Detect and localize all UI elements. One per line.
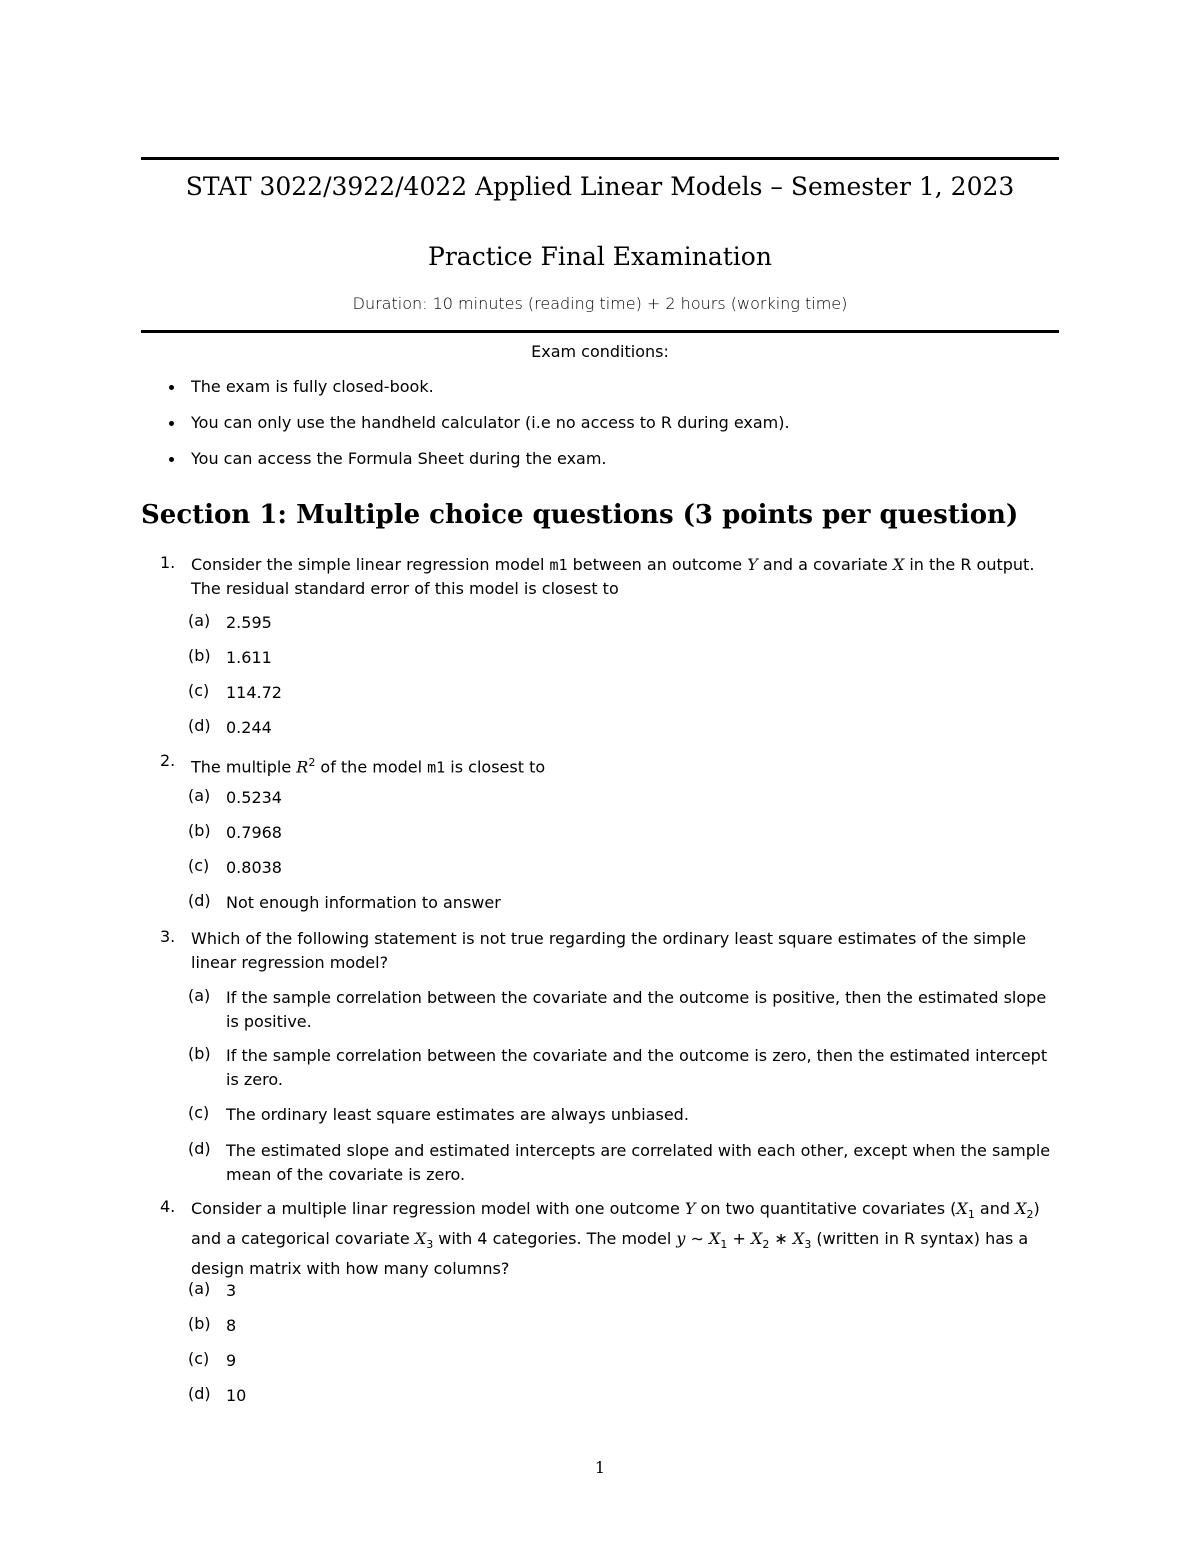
- page-number: 1: [594, 1458, 606, 1477]
- option-text: 10: [226, 1386, 247, 1405]
- option-label: (a): [188, 611, 211, 630]
- option-label: (b): [188, 646, 211, 665]
- model-code: m1: [427, 758, 446, 777]
- bullet-icon: [169, 457, 174, 462]
- option-label: (a): [188, 786, 211, 805]
- condition-text: You can access the Formula Sheet during the exam.: [191, 449, 607, 468]
- text-fragment: Consider the simple linear regression model: [191, 555, 550, 574]
- math-var: Y: [747, 555, 758, 574]
- option-label: (c): [188, 681, 210, 700]
- math-operator: +: [727, 1229, 751, 1249]
- text-fragment: with 4 categories. The model: [433, 1229, 677, 1249]
- question-text: [191, 751, 1059, 779]
- option-text: 2.595: [226, 613, 272, 632]
- text-fragment: between an outcome: [567, 555, 748, 574]
- option-text: The estimated slope and estimated intercepts are correlated with each other, except when the sample mean of the covariate is zero.: [226, 1141, 1051, 1184]
- section-1-heading: Section 1: Multiple choice questions (3 points per question): [141, 500, 1019, 530]
- condition-text: The exam is fully closed-book.: [191, 377, 434, 396]
- option-text: 1.611: [226, 648, 272, 667]
- option-label: (c): [188, 1349, 210, 1368]
- subscript: 1: [720, 1238, 728, 1252]
- option-text: 0.5234: [226, 788, 282, 807]
- option-label: (c): [188, 856, 210, 875]
- exam-conditions-heading: Exam conditions:: [531, 342, 669, 361]
- text-fragment: Consider a multiple linar regression model with one outcome: [191, 1199, 685, 1218]
- option-text: 0.244: [226, 718, 272, 737]
- text-fragment: in the R output. The residual standard error of this model is closest to: [191, 555, 1035, 598]
- subscript: 1: [967, 1208, 975, 1222]
- subscript: 2: [762, 1238, 770, 1252]
- math-var: X: [956, 1199, 968, 1218]
- option-label: (d): [188, 716, 211, 735]
- math-operator: ∗: [769, 1229, 793, 1249]
- text-fragment: on two quantitative covariates (: [695, 1199, 957, 1218]
- course-title: STAT 3022/3922/4022 Applied Linear Models – Semester 1, 2023: [185, 172, 1015, 201]
- duration-text: Duration: 10 minutes (reading time) + 2 hours (working time): [352, 294, 848, 313]
- math-var: X: [892, 555, 905, 574]
- option-text: 8: [226, 1316, 237, 1335]
- option-text: 114.72: [226, 683, 282, 702]
- question-text: Which of the following statement is not true regarding the ordinary least square estimates of the simple linear regression model?: [191, 929, 1027, 972]
- header-bottom-rule: [141, 330, 1059, 333]
- superscript: 2: [308, 756, 316, 769]
- option-label: (d): [188, 1139, 211, 1158]
- question-number: 2.: [160, 751, 176, 770]
- option-text: 3: [226, 1281, 237, 1300]
- option-text: 0.8038: [226, 858, 282, 877]
- option-text: 9: [226, 1351, 237, 1370]
- math-var: y: [676, 1229, 686, 1249]
- option-text: 0.7968: [226, 823, 282, 842]
- question-text: [191, 553, 1059, 601]
- math-var: Y: [684, 1199, 696, 1218]
- math-var: X: [708, 1229, 721, 1249]
- math-var: R: [296, 757, 309, 777]
- condition-text: You can only use the handheld calculator (i.e no access to R during exam).: [191, 413, 790, 432]
- math-var: X: [750, 1229, 763, 1249]
- question-number: 3.: [160, 927, 176, 946]
- option-label: (a): [188, 1279, 211, 1298]
- subscript: 3: [426, 1238, 434, 1252]
- question-text: [191, 1197, 1059, 1281]
- bullet-icon: [169, 421, 174, 426]
- option-label: (d): [188, 891, 211, 910]
- option-label: (b): [188, 1044, 211, 1063]
- option-text: Not enough information to answer: [226, 893, 501, 912]
- text-fragment: The multiple: [191, 757, 297, 777]
- bullet-icon: [169, 385, 174, 390]
- exam-title: Practice Final Examination: [428, 242, 772, 271]
- question-number: 1.: [160, 553, 176, 572]
- option-text: If the sample correlation between the covariate and the outcome is zero, then the estimated intercept is zero.: [226, 1046, 1048, 1089]
- model-code: m1: [549, 556, 568, 574]
- option-label: (b): [188, 1314, 211, 1333]
- math-operator: ∼: [685, 1229, 709, 1249]
- option-text: If the sample correlation between the covariate and the outcome is positive, then the estimated slope is positive.: [226, 988, 1047, 1031]
- option-label: (c): [188, 1103, 210, 1122]
- option-label: (a): [188, 986, 211, 1005]
- option-label: (b): [188, 821, 211, 840]
- text-fragment: of the model: [315, 757, 428, 777]
- text-fragment: (written in R syntax) has a design matrix with how many columns?: [191, 1229, 1029, 1279]
- subscript: 3: [804, 1238, 812, 1252]
- math-var: X: [414, 1229, 427, 1249]
- text-fragment: and a covariate: [757, 555, 893, 574]
- option-text: The ordinary least square estimates are always unbiased.: [226, 1105, 689, 1124]
- math-var: X: [1015, 1199, 1027, 1218]
- subscript: 2: [1026, 1208, 1034, 1222]
- text-fragment: and: [974, 1199, 1016, 1218]
- math-var: X: [792, 1229, 805, 1249]
- text-fragment: is closest to: [445, 757, 546, 777]
- top-rule: [141, 157, 1059, 160]
- question-number: 4.: [160, 1197, 176, 1216]
- option-label: (d): [188, 1384, 211, 1403]
- text-fragment: ) and a categorical covariate: [191, 1199, 1040, 1249]
